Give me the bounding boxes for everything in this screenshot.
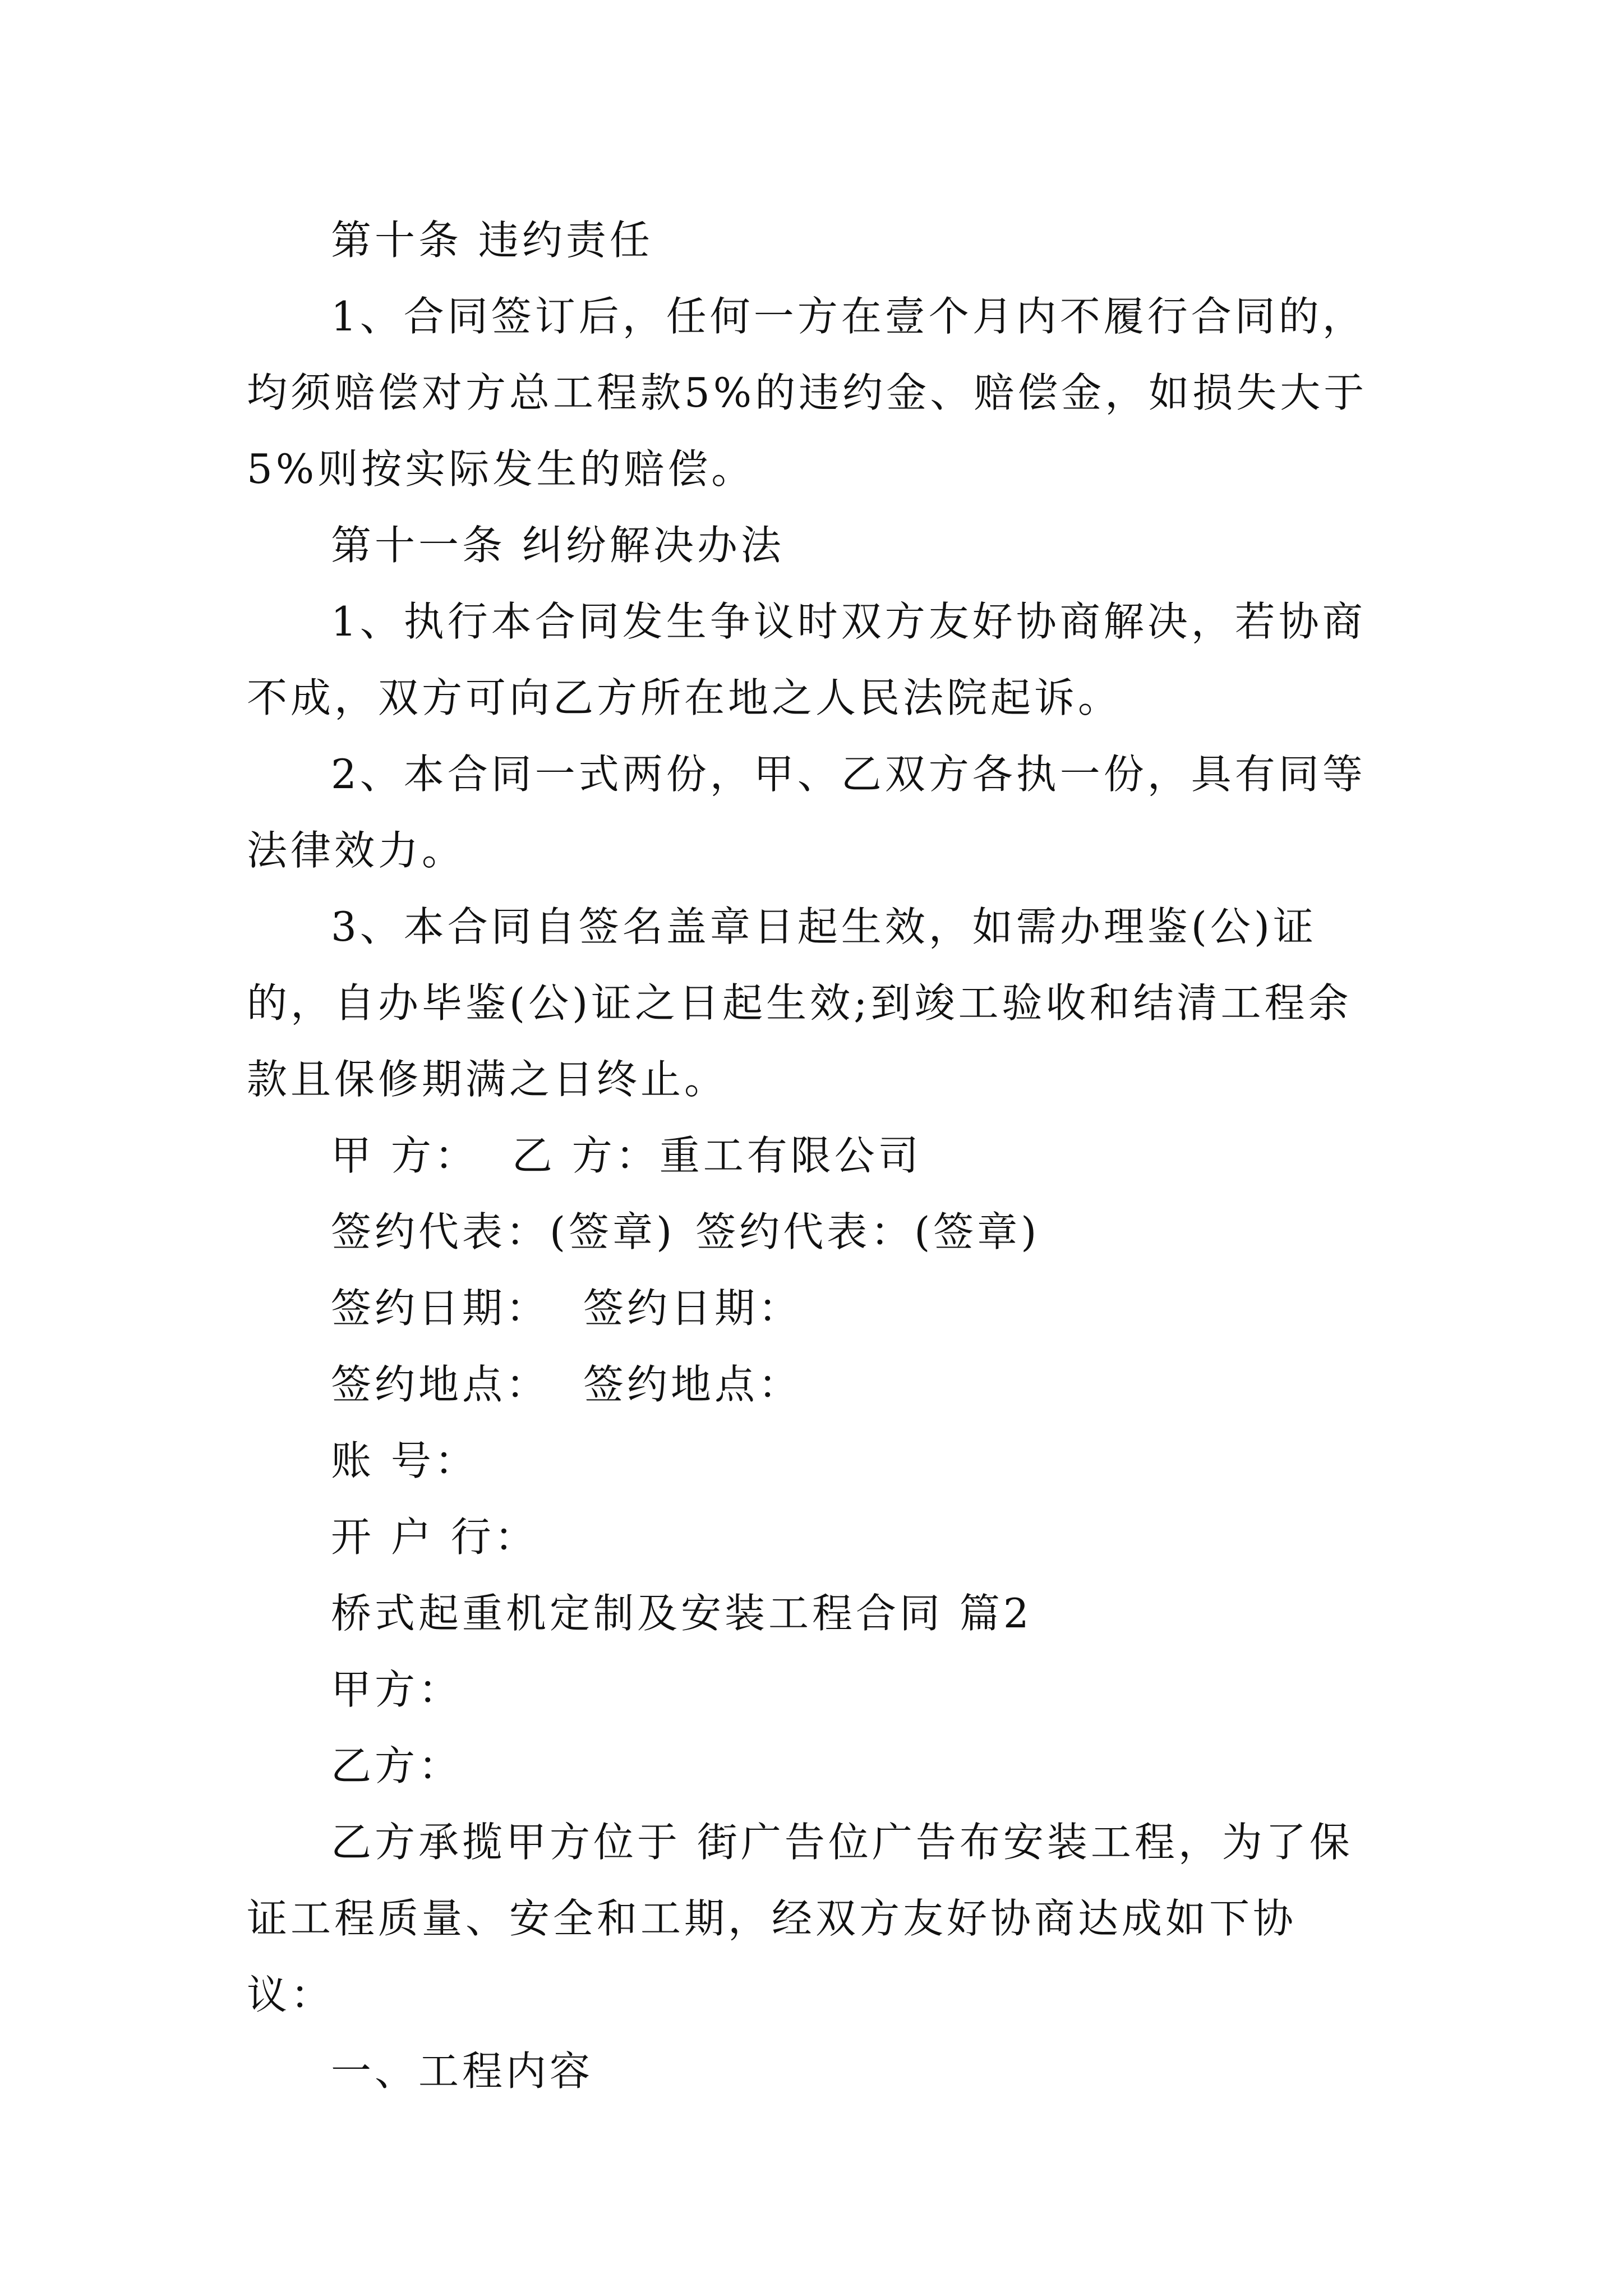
article-11-item-1: 1、执行本合同发生争议时双方友好协商解决，若协商不成，双方可向乙方所在地之人民法院起诉。	[247, 598, 1366, 721]
date-a-label: 签约日期：	[331, 1285, 550, 1332]
article-11-heading: 第十一条 纠纷解决办法	[331, 522, 785, 569]
signature-representatives	[247, 1194, 1380, 1270]
contract-2-party-b: 乙方：	[331, 1742, 463, 1789]
party-a-label: 甲 方：	[331, 1132, 478, 1179]
place-b-label: 签约地点：	[583, 1361, 803, 1408]
article-10-heading: 第十条 违约责任	[331, 217, 653, 264]
contract-2-party-a: 甲方：	[331, 1666, 463, 1713]
signature-places	[247, 1346, 1380, 1423]
party-b-label: 乙 方：重工有限公司	[511, 1132, 922, 1179]
article-11-item-3: 3、本合同自签名盖章日起生效，如需办理鉴(公)证的，自办毕鉴(公)证之日起生效;到竣工验收和结清工程余款且保修期满之日终止。	[247, 903, 1352, 1103]
rep-b-label: 签约代表：(签章)	[695, 1208, 1040, 1255]
place-a-label: 签约地点：	[331, 1361, 550, 1408]
article-10-item-1: 1、合同签订后，任何一方在壹个月内不履行合同的，均须赔偿对方总工程款5%的违约金、赔偿金，如损失大于5%则按实际发生的赔偿。	[247, 293, 1368, 493]
signature-parties	[247, 1117, 1380, 1194]
article-11-item-2: 2、本合同一式两份，甲、乙双方各执一份，具有同等法律效力。	[247, 751, 1366, 874]
contract-2-intro: 乙方承揽甲方位于 街广告位广告布安装工程，为了保证工程质量、安全和工期，经双方友好协商达成如下协议：	[247, 1819, 1353, 2018]
date-b-label: 签约日期：	[583, 1285, 803, 1332]
account-label: 账 号：	[331, 1437, 478, 1484]
contract-2-title: 桥式起重机定制及安装工程合同 篇2	[331, 1590, 1032, 1637]
rep-a-label: 签约代表：(签章)	[331, 1208, 676, 1255]
signature-dates	[247, 1270, 1380, 1346]
contract-2-section-1: 一、工程内容	[331, 2047, 594, 2095]
document-body	[247, 202, 1380, 2109]
bank-label: 开 户 行：	[331, 1513, 538, 1561]
